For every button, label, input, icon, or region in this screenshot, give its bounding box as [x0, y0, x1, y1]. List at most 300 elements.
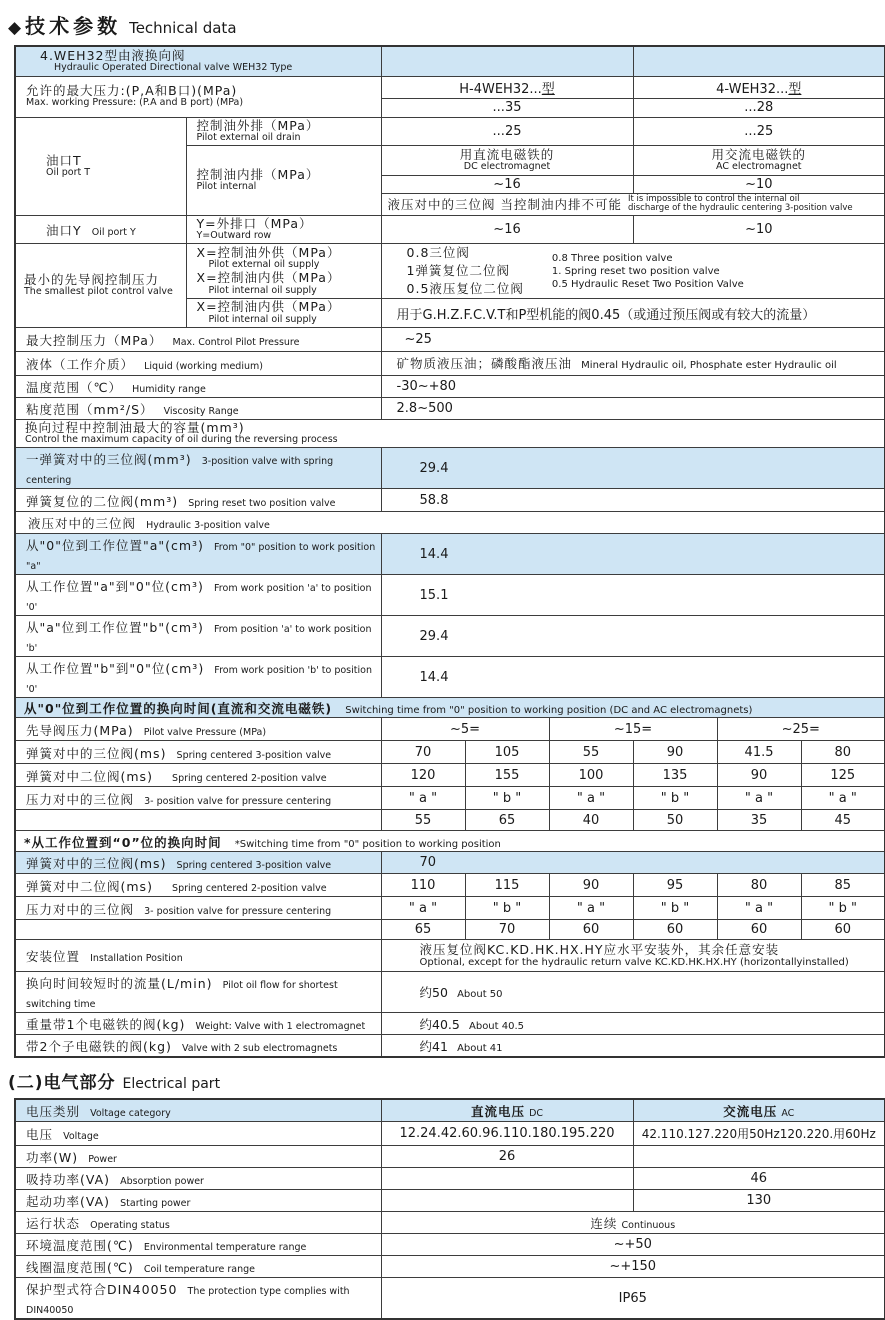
- x-supply-labels: [186, 244, 381, 299]
- sw1-v4: 41.5: [717, 741, 801, 764]
- power-ac-value: [633, 1146, 885, 1168]
- label-en: Spring centered 3-position valve: [176, 860, 332, 872]
- table-row: [15, 397, 885, 419]
- table-row: [15, 327, 885, 351]
- pilot-valve-pressure-label: [15, 718, 381, 741]
- label-en: Pilot internal oil supply: [208, 284, 317, 296]
- label-zh: 4.WEH32型由液换向阀: [40, 47, 186, 63]
- label-en: Y=Outward row: [196, 230, 272, 242]
- valve-type-header: [15, 46, 381, 76]
- label-zh: X=控制油外供（MPa）: [196, 244, 341, 260]
- label-zh: 控制油外排（MPa）: [196, 117, 320, 133]
- pilot-oil-flow-value: [381, 972, 885, 1013]
- label-en: DC: [529, 1107, 544, 1119]
- max-control-pressure-label: [15, 327, 381, 351]
- label-en: Pilot external oil supply: [208, 259, 320, 271]
- starting-power-label: [15, 1190, 381, 1212]
- label-en: Weight: Valve with 1 electromagnet: [195, 1021, 366, 1033]
- label-zh: 压力对中的三位阀: [26, 901, 135, 917]
- sw3-v2: " a ": [549, 787, 633, 810]
- label-en: Hydraulic Operated Directional valve WEH32 Type: [54, 61, 293, 73]
- installation-position-label: [15, 940, 381, 972]
- pos-a-to-0-label: [15, 575, 381, 616]
- table-row: [15, 874, 885, 897]
- label-zh: 从工作位置"a"到"0"位(cm³): [26, 579, 204, 595]
- spring-centering-3pos-label: [15, 448, 381, 489]
- table-row: [15, 1278, 885, 1320]
- diamond-icon: ◆: [8, 18, 22, 38]
- table-row: [15, 698, 885, 718]
- label-zh: 先导阀压力(MPa): [26, 722, 134, 738]
- value-zh: 约41: [419, 1038, 448, 1054]
- model-suffix: 型: [541, 81, 555, 97]
- sw7-v0: " a ": [381, 897, 465, 920]
- absorption-ac-value: 46: [633, 1168, 885, 1190]
- table-row: [15, 351, 885, 375]
- label-zh: 保护型式符合DIN40050: [26, 1282, 178, 1298]
- empty-cell: [15, 810, 381, 831]
- pilot-min-values: [381, 244, 885, 299]
- value-en: About 40.5: [469, 1020, 525, 1032]
- label-en: Pilot valve Pressure (MPa): [143, 726, 267, 738]
- label-en: Liquid (working medium): [144, 360, 263, 372]
- pressure-centering-3pos-label-2: [15, 897, 381, 920]
- label-zh: 从"0"位到工作位置的换向时间(直流和交流电磁铁): [24, 701, 333, 717]
- voltage-category-label: [15, 1099, 381, 1122]
- sw4-v1: 65: [465, 810, 549, 831]
- pressure-col-15: ~15=: [549, 718, 717, 741]
- sw5-value: 70: [381, 852, 885, 874]
- pos-b-to-0-value: 14.4: [381, 657, 885, 698]
- table-row: [15, 810, 885, 831]
- value-line: 1. Spring reset two position valve: [551, 265, 720, 277]
- table-row: [15, 76, 885, 98]
- label-en: AC electromagnet: [716, 160, 802, 172]
- value-line: 0.5液压复位二位阀: [406, 281, 524, 297]
- table-row: [15, 419, 885, 447]
- table-row: [15, 897, 885, 920]
- pilot-external-drain-label: [186, 117, 381, 145]
- table-row: [15, 448, 885, 489]
- label-zh: 弹簧对中的三位阀(ms): [26, 856, 167, 872]
- value-zh: 液压复位阀KC.KD.HK.HX.HY应水平安装外，其余任意安装: [419, 942, 780, 958]
- table-row: [15, 1146, 885, 1168]
- sw8-v3: 60: [633, 920, 717, 940]
- smallest-pilot-label: [15, 244, 186, 328]
- label-zh: 直流电压: [470, 1103, 525, 1119]
- label-zh: 粘度范围（mm²/S）: [26, 401, 154, 417]
- pos-a-to-0-value: 15.1: [381, 575, 885, 616]
- sw6-v0: 110: [381, 874, 465, 897]
- sw2-v0: 120: [381, 764, 465, 787]
- label-en: Spring reset two position valve: [188, 497, 336, 509]
- temperature-range-label: [15, 375, 381, 397]
- empty-cell: [633, 46, 885, 76]
- value-en: About 41: [457, 1042, 503, 1054]
- label-zh: 油口Y: [46, 222, 82, 238]
- label-en: Environmental temperature range: [143, 1242, 307, 1254]
- label-zh: 从"a"位到工作位置"b"(cm³): [26, 620, 204, 636]
- sw3-v5: " a ": [801, 787, 885, 810]
- label-en: Humidity range: [132, 383, 206, 395]
- sw4-v0: 55: [381, 810, 465, 831]
- sw6-v1: 115: [465, 874, 549, 897]
- spring-reset-2pos-label: [15, 489, 381, 512]
- weight-2-electromagnets-value: [381, 1035, 885, 1058]
- model-text: H-4WEH32...: [459, 81, 542, 97]
- pilot-min-values-en: [552, 252, 744, 291]
- label-en: Pilot internal oil supply: [208, 313, 317, 325]
- ext-drain-value-1: ...25: [381, 117, 633, 145]
- label-en: DC electromagnet: [463, 160, 551, 172]
- viscosity-range-label: [15, 397, 381, 419]
- sw4-v2: 40: [549, 810, 633, 831]
- table-row: [15, 1234, 885, 1256]
- hydraulic-3pos-header: [15, 512, 885, 534]
- environmental-temp-label: [15, 1234, 381, 1256]
- table-row: [15, 244, 885, 299]
- table-row: [15, 1013, 885, 1035]
- table-row: [15, 375, 885, 397]
- table-row: [15, 940, 885, 972]
- label-zh: 一弹簧对中的三位阀(mm³): [26, 452, 192, 468]
- value-zh: 约40.5: [419, 1016, 460, 1032]
- label-zh: 从"0"位到工作位置"a"(cm³): [26, 538, 204, 554]
- table-row: [15, 1168, 885, 1190]
- liquid-label: [15, 351, 381, 375]
- label-zh: 电压类别: [26, 1104, 81, 1120]
- sw4-v5: 45: [801, 810, 885, 831]
- sw8-v2: 60: [549, 920, 633, 940]
- table-row: [15, 657, 885, 698]
- pressure-col-25: ~25=: [717, 718, 885, 741]
- value-line: 0.8 Three position valve: [551, 252, 673, 264]
- sw6-v2: 90: [549, 874, 633, 897]
- sw4-v3: 50: [633, 810, 717, 831]
- table-row: [15, 215, 885, 243]
- dc-voltage-value: 12.24.42.60.96.110.180.195.220: [381, 1122, 633, 1146]
- ac-electromagnet-header: [633, 145, 885, 175]
- empty-cell: [15, 920, 381, 940]
- label-en: Voltage: [63, 1131, 99, 1143]
- pilot-min-values-zh: [407, 244, 524, 298]
- label-zh: 重量带1个电磁铁的阀(kg): [26, 1017, 186, 1033]
- page-title-en: Technical data: [129, 19, 237, 37]
- sw2-v1: 155: [465, 764, 549, 787]
- label-en: AC: [781, 1107, 795, 1119]
- label-en: From position 'a' to work position 'b': [26, 624, 372, 655]
- label-zh: 油口T: [46, 152, 82, 168]
- label-zh: *从工作位置到“0”位的换向时间: [24, 834, 222, 850]
- sw8-v1: 70: [465, 920, 549, 940]
- model-text: 4-WEH32...: [716, 81, 789, 97]
- label-zh: 安装位置: [26, 949, 81, 965]
- value-en: Optional, except for the hydraulic return valve KC.KD.HK.HX.HY (horizontallyinstalled): [419, 957, 849, 969]
- page-title: [8, 10, 885, 39]
- technical-data-table: [14, 45, 885, 1058]
- label-zh: 吸持功率(VA): [26, 1172, 111, 1188]
- weight-1-electromagnet-value: [381, 1013, 885, 1035]
- table-row: [15, 46, 885, 76]
- label-zh: 交流电压: [723, 1103, 778, 1119]
- dc-electromagnet-header: [381, 145, 633, 175]
- value-zh: 连续: [590, 1215, 618, 1231]
- label-zh: 允许的最大压力:(P,A和B口)(MPa): [26, 82, 238, 98]
- label-en: Spring centered 3-position valve: [176, 749, 332, 761]
- pos-b-to-0-label: [15, 657, 381, 698]
- oil-port-t-label: [15, 117, 186, 215]
- label-zh: 用直流电磁铁的: [459, 147, 555, 163]
- table-row: [15, 718, 885, 741]
- label-en: 3- position valve for pressure centering: [144, 795, 332, 807]
- ac-voltage-value: 42.110.127.220用50Hz120.220.用60Hz: [633, 1122, 885, 1146]
- table-row: [15, 489, 885, 512]
- note-en-line1: It is impossible to control the internal oil: [628, 193, 800, 204]
- label-en: *Switching time from "0" position to working position: [234, 838, 501, 850]
- port-y-value-2: ~10: [633, 215, 885, 243]
- weight-2-electromagnets-label: [15, 1035, 381, 1058]
- table-row: [15, 852, 885, 874]
- label-zh: 温度范围（℃）: [26, 379, 123, 395]
- label-zh: 用交流电磁铁的: [711, 147, 807, 163]
- label-zh: X=控制油内供（MPa）: [196, 299, 341, 315]
- label-en: Absorption power: [120, 1176, 204, 1188]
- label-en: Starting power: [120, 1198, 191, 1210]
- table-row: [15, 972, 885, 1013]
- label-zh: 最大控制压力（MPa）: [26, 332, 163, 348]
- label-en: Oil port T: [46, 166, 91, 178]
- spring-reset-2pos-value: 58.8: [381, 489, 885, 512]
- model-suffix: 型: [788, 81, 802, 97]
- spring-centered-3pos-ms-label-2: [15, 852, 381, 874]
- table-row: [15, 1122, 885, 1146]
- port-y-value-1: ~16: [381, 215, 633, 243]
- label-en: Spring centered 2-position valve: [172, 882, 327, 894]
- pressure-col-5: ~5=: [381, 718, 549, 741]
- label-en: Switching time from "0" position to working position (DC and AC electromagnets): [345, 705, 753, 717]
- electrical-part-title: [8, 1068, 885, 1093]
- note-zh: 液压对中的三位阀 当控制油内排不可能: [387, 197, 622, 213]
- label-zh: 功率(W): [26, 1150, 79, 1166]
- label-en: Power: [88, 1154, 117, 1166]
- pos-a-to-b-label: [15, 616, 381, 657]
- label-zh: 液压对中的三位阀: [28, 516, 137, 532]
- absorption-power-label: [15, 1168, 381, 1190]
- sw7-v1: " b ": [465, 897, 549, 920]
- pos-0-to-a-value: 14.4: [381, 534, 885, 575]
- label-zh: 运行状态: [26, 1216, 81, 1232]
- sw1-v5: 80: [801, 741, 885, 764]
- label-en: Oil port Y: [91, 226, 136, 238]
- label-en: Pilot external oil drain: [196, 131, 301, 143]
- viscosity-range-value: 2.8~500: [381, 397, 885, 419]
- sw3-v4: " a ": [717, 787, 801, 810]
- table-row: [15, 534, 885, 575]
- label-en: Operating status: [90, 1220, 170, 1232]
- label-en: Hydraulic 3-position valve: [146, 520, 270, 532]
- x-internal-supply-label: [186, 299, 381, 327]
- max-control-pressure-value: ~25: [381, 327, 885, 351]
- label-en: Viscosity Range: [163, 405, 239, 417]
- table-row: [15, 920, 885, 940]
- label-zh: 环境温度范围(℃): [26, 1238, 134, 1254]
- sw7-v2: " a ": [549, 897, 633, 920]
- protection-type-label: [15, 1278, 381, 1320]
- label-zh: 液体（工作介质）: [26, 356, 135, 372]
- label-zh: 压力对中的三位阀: [26, 791, 135, 807]
- label-zh: 带2个子电磁铁的阀(kg): [26, 1039, 172, 1055]
- table-row: [15, 787, 885, 810]
- table-row: [15, 575, 885, 616]
- note-en: [628, 195, 853, 214]
- sw7-v3: " b ": [633, 897, 717, 920]
- power-label: [15, 1146, 381, 1168]
- label-en: Max. working Pressure: (P.A and B port) (MPa): [26, 97, 244, 109]
- sw6-v3: 95: [633, 874, 717, 897]
- coil-temp-label: [15, 1256, 381, 1278]
- sw2-v5: 125: [801, 764, 885, 787]
- label-en: From "0" position to work position "a": [26, 542, 376, 573]
- table-row: [15, 764, 885, 787]
- table-row: [15, 1035, 885, 1058]
- label-en: 3- position valve for pressure centering: [144, 905, 332, 917]
- installation-position-value: [381, 940, 885, 972]
- table-row: [15, 117, 885, 145]
- sw6-v5: 85: [801, 874, 885, 897]
- coil-temp-value: ~+150: [381, 1256, 885, 1278]
- internal-dc-value: ~16: [381, 175, 633, 193]
- sw3-v0: " a ": [381, 787, 465, 810]
- spring-centering-3pos-value: 29.4: [381, 448, 885, 489]
- starting-dc-value: [381, 1190, 633, 1212]
- internal-drain-note: [381, 193, 885, 215]
- table-row: [15, 1190, 885, 1212]
- label-zh: 换向时间较短时的流量(L/min): [26, 976, 213, 992]
- sw2-v2: 100: [549, 764, 633, 787]
- temperature-range-value: -30~+80: [381, 375, 885, 397]
- label-en: Pilot internal: [196, 181, 257, 193]
- sw1-v3: 90: [633, 741, 717, 764]
- y-outward-label: [186, 215, 381, 243]
- electrical-part-title-zh: (二)电气部分: [8, 1073, 116, 1094]
- value-en: Continuous: [621, 1219, 676, 1231]
- label-en: From work position 'b' to position '0': [26, 665, 372, 696]
- page-title-zh: 技术参数: [25, 14, 122, 38]
- operating-status-label: [15, 1212, 381, 1234]
- table-row: [15, 741, 885, 764]
- max-pressure-h-value: ...35: [381, 98, 633, 117]
- table-row: [15, 1212, 885, 1234]
- value-line: 0.8三位阀: [406, 245, 470, 261]
- label-zh: 起动功率(VA): [26, 1194, 111, 1210]
- note-en-line2: discharge of the hydraulic centering 3-position valve: [628, 203, 853, 214]
- voltage-label: [15, 1122, 381, 1146]
- label-zh: 最小的先导阀控制压力: [24, 271, 160, 287]
- operating-status-value: [381, 1212, 885, 1234]
- label-zh: X=控制油内供（MPa）: [196, 270, 341, 286]
- sw1-v1: 105: [465, 741, 549, 764]
- label-en: 3-position valve with spring centering: [26, 456, 334, 487]
- label-zh: 弹簧对中二位阀(ms): [26, 768, 153, 784]
- starting-ac-value: 130: [633, 1190, 885, 1212]
- protection-type-value: IP65: [381, 1278, 885, 1320]
- sw1-v0: 70: [381, 741, 465, 764]
- label-zh: 换向过程中控制油最大的容量(mm³): [25, 419, 245, 435]
- label-zh: 线圈温度范围(℃): [26, 1260, 134, 1276]
- model-h4weh32: [381, 76, 633, 98]
- ext-drain-value-2: ...25: [633, 117, 885, 145]
- spring-centered-2pos-ms-label-2: [15, 874, 381, 897]
- pressure-centering-3pos-label: [15, 787, 381, 810]
- sw1-v2: 55: [549, 741, 633, 764]
- pos-0-to-a-label: [15, 534, 381, 575]
- max-pressure-label: [15, 76, 381, 117]
- value-zh: 约50: [419, 985, 448, 1001]
- sw3-v3: " b ": [633, 787, 717, 810]
- label-zh: 控制油内排（MPa）: [196, 166, 320, 182]
- internal-ac-value: ~10: [633, 175, 885, 193]
- capacity-section-header: [15, 419, 885, 447]
- switching-time-section-header-2: [15, 831, 885, 852]
- label-en: Max. Control Pilot Pressure: [172, 336, 300, 348]
- table-row: [15, 831, 885, 852]
- label-zh: 从工作位置"b"到"0"位(cm³): [26, 661, 205, 677]
- oil-port-y-label: [15, 215, 186, 243]
- label-en: Coil temperature range: [143, 1264, 255, 1276]
- weight-1-electromagnet-label: [15, 1013, 381, 1035]
- sw4-v4: 35: [717, 810, 801, 831]
- pilot-internal-label: [186, 145, 381, 215]
- value-line: 0.5 Hydraulic Reset Two Position Valve: [551, 278, 744, 290]
- label-en: Voltage category: [90, 1108, 171, 1120]
- empty-cell: [381, 46, 633, 76]
- label-zh: 弹簧复位的二位阀(mm³): [26, 493, 179, 509]
- sw6-v4: 80: [717, 874, 801, 897]
- table-row: [15, 616, 885, 657]
- table-row: [15, 512, 885, 534]
- pilot-min-value-2: 用于G.H.Z.F.C.V.T和P型机能的阀0.45（或通过预压阀或有较大的流量）: [381, 299, 885, 327]
- label-en: Pilot oil flow for shortest switching time: [26, 980, 338, 1011]
- table-row: [15, 1099, 885, 1122]
- sw8-v0: 65: [381, 920, 465, 940]
- spring-centered-3pos-ms-label: [15, 741, 381, 764]
- dc-voltage-header: [381, 1099, 633, 1122]
- ac-voltage-header: [633, 1099, 885, 1122]
- label-en: The smallest pilot control valve: [24, 286, 173, 298]
- table-row: [15, 1256, 885, 1278]
- absorption-dc-value: [381, 1168, 633, 1190]
- pilot-oil-flow-label: [15, 972, 381, 1013]
- spring-centered-2pos-ms-label: [15, 764, 381, 787]
- switching-time-section-header: [15, 698, 885, 718]
- sw7-v4: " a ": [717, 897, 801, 920]
- liquid-value: [381, 351, 885, 375]
- label-zh: 弹簧对中的三位阀(ms): [26, 745, 167, 761]
- label-zh: 电压: [26, 1127, 54, 1143]
- sw3-v1: " b ": [465, 787, 549, 810]
- label-en: The protection type complies with DIN40050: [26, 1286, 350, 1317]
- model-4weh32: [633, 76, 885, 98]
- value-zh: 矿物质液压油；磷酸酯液压油: [396, 356, 573, 372]
- label-en: Spring centered 2-position valve: [172, 772, 327, 784]
- sw2-v3: 135: [633, 764, 717, 787]
- label-en: From work position 'a' to position '0': [26, 583, 372, 614]
- power-dc-value: 26: [381, 1146, 633, 1168]
- electrical-data-table: [14, 1098, 885, 1320]
- label-en: Installation Position: [90, 953, 183, 965]
- label-en: Valve with 2 sub electromagnets: [181, 1043, 338, 1055]
- sw8-v4: 60: [717, 920, 801, 940]
